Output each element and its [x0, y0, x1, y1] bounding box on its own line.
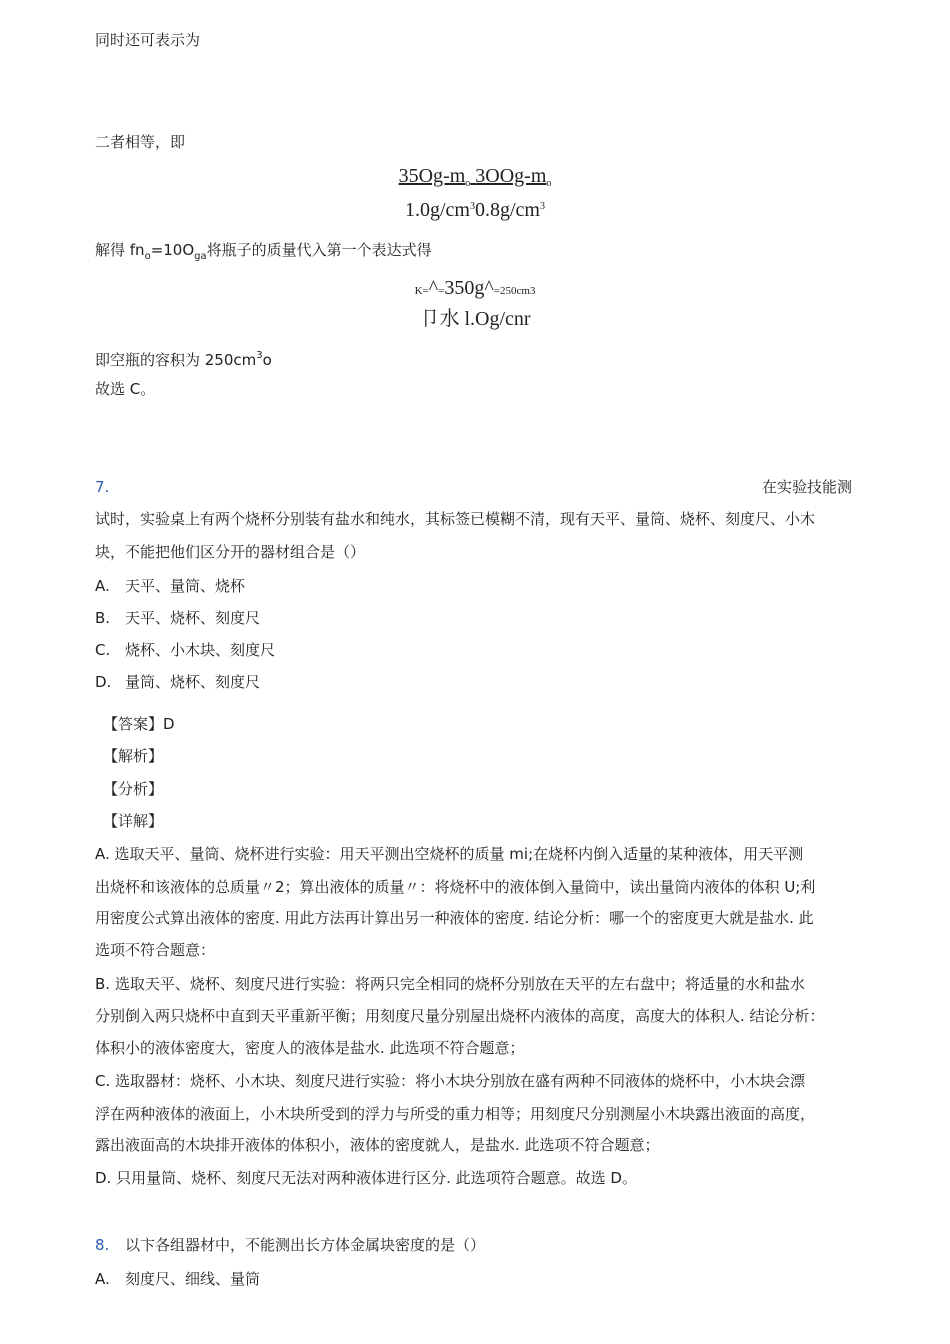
q7-option-d-letter: D.: [95, 673, 112, 691]
solve-line: [95, 240, 432, 267]
eq1-num-a: 35Og-m: [398, 165, 466, 187]
volume-tail: o: [262, 351, 272, 369]
eq2-c: =: [438, 285, 445, 297]
q7-expl-line-7: 体积小的液体密度大，密度人的液体是盐水. 此选项不符合题意；: [95, 1039, 525, 1057]
intro-line: 同时还可表示为: [95, 31, 201, 49]
q7-answer: 【答案】D: [103, 715, 175, 733]
q7-expl-line-10: 露出液面高的木块排开液体的体积小，液体的密度就人，是盐水. 此选项不符合题意；: [95, 1136, 660, 1154]
q7-option-c-text: 烧杯、小木块、刻度尺: [125, 641, 276, 659]
equation-2-line-1: [0, 276, 950, 303]
eq2-d: 350g: [444, 277, 485, 299]
q7-option-b: [95, 608, 260, 628]
q7-option-c-letter: C.: [95, 641, 111, 659]
q7-expl-line-5: B. 选取天平、烧杯、刻度尺进行实验：将两只完全相同的烧杯分别放在天平的左右盘中；将适量的水和盐水: [95, 975, 805, 993]
q7-line-2: 试时，实验桌上有两个烧杯分别装有盐水和纯水，其标签已模糊不清，现有天平、量筒、烧杯、刻度尺、小木: [95, 510, 816, 528]
eq2-b: ^: [428, 277, 439, 299]
q7-expl-line-4: 选项不符合题意：: [95, 941, 216, 959]
solve-sub-2: ga: [194, 251, 207, 262]
eq1-den-b-sup: 3: [540, 201, 545, 212]
q7-expl-line-11: D. 只用量筒、烧杯、刻度尺无法对两种液体进行区分. 此选项符合题意。故选 D。: [95, 1169, 637, 1187]
q7-expl-line-6: 分别倒入两只烧杯中直到天平重新平衡；用刻度尺量分别屋出烧杯内液体的高度，高度大的体积人. 结论分析：: [95, 1007, 825, 1025]
equation-2-line-2: 卩水 l.Og/cnr: [419, 308, 531, 330]
q7-option-b-letter: B.: [95, 609, 111, 627]
q8-line: [95, 1235, 485, 1255]
q7-option-b-text: 天平、烧杯、刻度尺: [125, 609, 261, 627]
eq1-den-b: 0.8g/cm: [475, 199, 540, 221]
solve-prefix: 解得 fn: [95, 241, 145, 259]
q7-option-a-text: 天平、量筒、烧杯: [125, 577, 246, 595]
q7-right-text: 在实验技能测: [761, 478, 852, 496]
q7-expl-line-2: 出烧杯和该液体的总质量〃2；算出液体的质量〃：将烧杯中的液体倒入量筒中，读出量筒内液体的体积 U;利: [95, 878, 816, 896]
solve-sub-1: o: [144, 251, 151, 262]
choose-c-line: 故选 C。: [95, 380, 156, 398]
q7-expl-line-9: 浮在两种液体的液面上，小木块所受到的浮力与所受的重力相等；用刻度尺分别测屋小木块露出液面的高度，: [95, 1105, 816, 1123]
q7-expl-line-8: C. 选取器材：烧杯、小木块、刻度尺进行实验：将小木块分别放在盛有两种不同液体的烧杯中，小木块会漂: [95, 1072, 806, 1090]
q7-fenxi: 【分析】: [103, 780, 164, 798]
q7-number: 7.: [95, 478, 110, 496]
q8-option-a-text: 刻度尺、细线、量筒: [125, 1270, 261, 1288]
volume-sup: 3: [256, 350, 263, 361]
q8-text: 以卞各组器材中，不能测出长方体金属块密度的是（）: [125, 1236, 486, 1254]
q7-option-d-text: 量筒、烧杯、刻度尺: [125, 673, 261, 691]
volume-text: 即空瓶的容积为 250cm: [95, 351, 257, 369]
q7-option-a: [95, 576, 245, 596]
eq1-den-a-sup: 3: [470, 201, 475, 212]
eq2-a: K=: [414, 285, 429, 297]
eq1-num-b-sub: o: [546, 178, 552, 189]
q7-option-a-letter: A.: [95, 577, 110, 595]
q7-detail: 【详解】: [103, 812, 164, 830]
q7-expl-line-1: A. 选取天平、量筒、烧杯进行实验：用天平测出空烧杯的质量 mi;在烧杯内倒入适量的某种液体，用天平测: [95, 845, 804, 863]
solve-suffix: 将瓶子的质量代入第一个表达式得: [206, 241, 432, 259]
q8-option-a: [95, 1269, 260, 1289]
eq2-e: ^: [484, 277, 494, 299]
q8-option-a-letter: A.: [95, 1270, 110, 1288]
volume-line: [95, 346, 272, 370]
q7-expl-line-3: 用密度公式算出液体的密度. 用此方法再计算出另一种液体的密度. 结论分析：哪一个的密度更大就是盐水. 此: [95, 909, 814, 927]
eq1-den-a: 1.0g/cm: [405, 199, 470, 221]
q7-option-c: [95, 640, 275, 660]
equal-line: 二者相等，即: [95, 133, 186, 151]
eq2-f: =250cm3: [493, 285, 536, 297]
q8-number: 8.: [95, 1236, 110, 1254]
q7-option-d: [95, 672, 260, 692]
eq1-num-b: 3OOg-m: [475, 165, 547, 187]
equation-1-numerator: [0, 164, 950, 196]
solve-mid: =10O: [150, 241, 195, 259]
q7-analysis: 【解析】: [103, 747, 164, 765]
equation-1-denominator: [0, 195, 950, 222]
eq1-num-a-sub: o: [465, 178, 471, 189]
q7-line-3: 块，不能把他们区分开的器材组合是（）: [95, 543, 366, 561]
